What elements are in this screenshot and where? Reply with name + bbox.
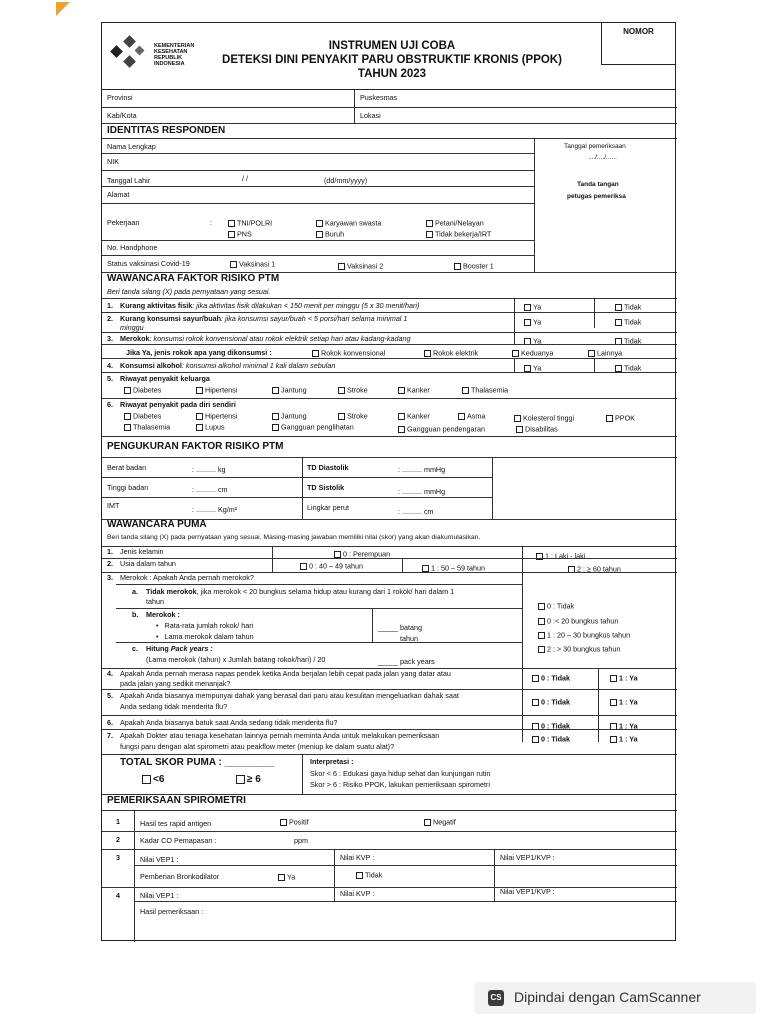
- camscanner-badge: [474, 982, 756, 1014]
- q6-jantung[interactable]: Jantung: [272, 411, 307, 421]
- q1-ya[interactable]: Ya: [524, 302, 541, 312]
- q1-tidak[interactable]: Tidak: [615, 302, 641, 312]
- tgl-periksa-label: Tanggal pemeriksaan: [564, 143, 626, 150]
- puma-total-ge6[interactable]: ≥ 6: [236, 774, 261, 785]
- puma-r6-ya[interactable]: 1 : Ya: [610, 721, 638, 731]
- form-header: [102, 23, 675, 90]
- puma-r6-tidak[interactable]: 0 : Tidak: [532, 721, 570, 731]
- q3-ya[interactable]: Ya: [524, 336, 541, 346]
- rokok-konvensional[interactable]: Rokok konvensional: [312, 348, 385, 358]
- lokasi-label: Lokasi: [360, 111, 381, 120]
- page-corner-mark: [56, 2, 70, 16]
- q4-tidak[interactable]: Tidak: [615, 363, 641, 373]
- ttd-label-2: petugas pemeriksa: [567, 193, 626, 200]
- puma-perempuan[interactable]: 0 : Perempuan: [334, 549, 390, 559]
- q3-text: Merokok: konsumsi rokok konvensional atau rokok elektrik setiap hari atau kadang-kadang: [120, 334, 411, 343]
- puma-batang: _____ batang: [378, 623, 422, 632]
- nama-label: Nama Lengkap: [107, 142, 156, 151]
- alamat-label: Alamat: [107, 190, 130, 199]
- puma-r5-ya[interactable]: 1 : Ya: [610, 697, 638, 707]
- q3-number: 3.: [107, 334, 113, 343]
- q4-number: 4.: [107, 361, 113, 370]
- q5-text: Riwayat penyakit keluarga: [120, 374, 210, 383]
- q6-diabetes[interactable]: Diabetes: [124, 411, 161, 421]
- booster-1[interactable]: Booster 1: [454, 261, 494, 271]
- ppok-form-page: [101, 22, 676, 941]
- form-title: INSTRUMEN UJI COBA DETEKSI DINI PENYAKIT PARU OBSTRUKTIF KRONIS (PPOK) TAHUN 2023: [222, 40, 562, 80]
- puma-r2-number: 2.: [107, 559, 113, 568]
- puskesmas-label: Puskesmas: [360, 93, 398, 102]
- identitas-heading: IDENTITAS RESPONDEN: [107, 125, 226, 136]
- puma-r5-tidak[interactable]: 0 : Tidak: [532, 697, 570, 707]
- puma-usia-60[interactable]: 2 : ≥ 60 tahun: [568, 564, 621, 574]
- lp-label: Lingkar perut: [307, 503, 349, 512]
- spiro-row-1: 1: [116, 817, 120, 826]
- td-diastolik-label: TD Diastolik: [307, 463, 349, 472]
- spiro-bronko-label: Pemberian Bronkodilator: [140, 872, 220, 881]
- nomor-box: NOMOR: [601, 23, 675, 65]
- puma-r4-text-2: pada jalan yang sedikit menanjak?: [120, 679, 231, 688]
- q2-ya[interactable]: Ya: [524, 317, 541, 327]
- q6-hipertensi[interactable]: Hipertensi: [196, 411, 237, 421]
- wawancara-heading: WAWANCARA FAKTOR RISIKO PTM: [107, 273, 280, 284]
- puma-r3c-formula: (Lama merokok (tahun) x Jumlah batang rokok/hari) / 20: [146, 655, 326, 664]
- puma-r3-number: 3.: [107, 573, 113, 582]
- spiro-positif[interactable]: Positif: [280, 817, 309, 827]
- job-tidak-bekerja[interactable]: Tidak bekerja/IRT: [426, 229, 491, 239]
- puma-r6-number: 6.: [107, 718, 113, 727]
- puma-r3c-letter: c.: [132, 644, 138, 653]
- q5-kanker[interactable]: Kanker: [398, 385, 430, 395]
- q6-kanker[interactable]: Kanker: [398, 411, 430, 421]
- puma-heading: WAWANCARA PUMA: [107, 519, 207, 530]
- spiro-row-2: 2: [116, 835, 120, 844]
- spiro-vep1-label: Nilai VEP1 :: [140, 855, 179, 864]
- q3-sub: Jika Ya, jenis rokok apa yang dikonsumsi :: [126, 348, 272, 357]
- vaksinasi-2[interactable]: Vaksinasi 2: [338, 261, 383, 271]
- puma-instruction: Beri tanda silang (X) pada pernyataan yang sesuai. Masing-masing jawaban memiliki nilai (skor) yang akan diakumulasikan.: [107, 534, 481, 541]
- puma-total-lt6[interactable]: <6: [142, 774, 164, 785]
- q6-penglihatan[interactable]: Gangguan penglihatan: [272, 422, 354, 432]
- puma-r3b-lama: • Lama merokok dalam tahun: [156, 632, 254, 641]
- spiro-row-4: 4: [116, 891, 120, 900]
- q6-asma[interactable]: Asma: [458, 411, 485, 421]
- tb-value: : .......... cm: [192, 485, 228, 494]
- td-sistolik-label: TD Sistolik: [307, 483, 345, 492]
- q6-thalasemia[interactable]: Thalasemia: [124, 422, 170, 432]
- spiro-kvp-label-2: Nilai KVP :: [340, 889, 375, 898]
- puma-score-0[interactable]: 0 : Tidak: [538, 601, 574, 611]
- puma-r2-text: Usia dalam tahun: [120, 559, 176, 568]
- spiro-kvp-label: Nilai KVP :: [340, 853, 375, 862]
- rokok-elektrik[interactable]: Rokok elektrik: [424, 348, 478, 358]
- q2-text-2: minggu: [120, 323, 144, 332]
- puma-total-score: TOTAL SKOR PUMA : _________: [120, 757, 275, 768]
- imt-label: IMT: [107, 501, 120, 510]
- lp-value: : .......... cm: [398, 507, 434, 516]
- q2-tidak[interactable]: Tidak: [615, 317, 641, 327]
- tgl-lahir-slashes: / /: [242, 174, 248, 183]
- wawancara-instruction: Beri tanda silang (X) pada pernyataan yang sesuai.: [107, 287, 271, 296]
- bb-label: Berat badan: [107, 463, 147, 472]
- q6-lupus[interactable]: Lupus: [196, 422, 225, 432]
- puma-interpretasi-2: Skor > 6 : Risiko PPOK, lakukan pemeriksaan spirometri: [310, 780, 490, 789]
- camscanner-text: Dipindai dengan CamScanner: [514, 989, 701, 1005]
- puma-usia-50[interactable]: 1 : 50 – 59 tahun: [422, 563, 485, 573]
- puma-r5-number: 5.: [107, 691, 113, 700]
- puma-r7-number: 7.: [107, 731, 113, 740]
- q5-number: 5.: [107, 374, 113, 383]
- puma-r4-ya[interactable]: 1 : Ya: [610, 673, 638, 683]
- puma-r7-ya[interactable]: 1 : Ya: [610, 734, 638, 744]
- vaksinasi-1[interactable]: Vaksinasi 1: [230, 259, 275, 269]
- pengukuran-heading: PENGUKURAN FAKTOR RISIKO PTM: [107, 441, 284, 452]
- q6-pendengaran[interactable]: Gangguan pendengaran: [398, 424, 485, 434]
- tb-label: Tinggi badan: [107, 483, 149, 492]
- pekerjaan-label: Pekerjaan: [107, 218, 140, 227]
- puma-r6-text: Apakah Anda biasanya batuk saat Anda sedang tidak menderita flu?: [120, 718, 338, 727]
- spiro-negatif[interactable]: Negatif: [424, 817, 456, 827]
- puma-r3b-rata: • Rata-rata jumlah rokok/ hari: [156, 621, 254, 630]
- q3-tidak[interactable]: Tidak: [615, 336, 641, 346]
- spiro-bronko-ya[interactable]: Ya: [278, 872, 295, 882]
- spiro-ppm: ppm: [294, 836, 308, 845]
- q6-text: Riwayat penyakit pada diri sendiri: [120, 400, 236, 409]
- spiro-bronko-tidak[interactable]: Tidak: [356, 870, 382, 880]
- puma-r5-text-2: Anda sedang tidak menderita flu?: [120, 702, 228, 711]
- td-diastolik-value: : .......... mmHg: [398, 465, 446, 474]
- q5-thalasemia[interactable]: Thalasemia: [462, 385, 508, 395]
- puma-r4-number: 4.: [107, 669, 113, 678]
- puma-score-lt20[interactable]: 0 :< 20 bungkus tahun: [538, 616, 618, 626]
- q4-ya[interactable]: Ya: [524, 363, 541, 373]
- puma-r4-tidak[interactable]: 0 : Tidak: [532, 673, 570, 683]
- covid-label: Status vaksinasi Covid-19: [107, 259, 190, 268]
- job-tni[interactable]: TNI/POLRI: [228, 218, 272, 228]
- puma-r3-text: Merokok : Apakah Anda pernah merokok?: [120, 573, 254, 582]
- puma-r5-text: Apakah Anda biasanya mempunyai dahak yang berasal dari paru atau kesulitan mengeluarkan dahak saat: [120, 691, 459, 700]
- puma-r7-tidak[interactable]: 0 : Tidak: [532, 734, 570, 744]
- puma-r3c-text: Hitung Pack years :: [146, 644, 213, 653]
- imt-value: : .......... Kg/m²: [192, 505, 238, 514]
- q5-jantung[interactable]: Jantung: [272, 385, 307, 395]
- job-swasta[interactable]: Karyawan swasta: [316, 218, 381, 228]
- spiro-hasil-label: Hasil pemeriksaan :: [140, 907, 204, 916]
- puma-pack-years: _____ pack years: [378, 657, 435, 666]
- ministry-logo-icon: [108, 33, 150, 73]
- tgl-lahir-label: Tanggal Lahir: [107, 176, 151, 185]
- puma-r3a-letter: a.: [132, 587, 138, 596]
- q6-kolesterol[interactable]: Kolesterol tinggi: [514, 413, 574, 423]
- spiro-vep1-label-2: Nilai VEP1 :: [140, 891, 179, 900]
- spiro-ratio-label-2: Nilai VEP1/KVP :: [500, 887, 555, 896]
- spiro-row-3: 3: [116, 853, 120, 862]
- camscanner-icon: CS: [488, 990, 504, 1006]
- puma-usia-40[interactable]: 0 : 40 – 49 tahun: [300, 561, 363, 571]
- puma-r3a-text-2: tahun: [146, 597, 164, 606]
- rokok-keduanya[interactable]: Keduanya: [512, 348, 553, 358]
- ministry-name: KEMENTERIAN KESEHATAN REPUBLIK INDONESIA: [154, 43, 195, 67]
- puma-interpretasi-1: Skor < 6 : Edukasi gaya hidup sehat dan kunjungan rutin: [310, 769, 491, 778]
- spiro-ratio-label: Nilai VEP1/KVP :: [500, 853, 555, 862]
- q5-stroke[interactable]: Stroke: [338, 385, 368, 395]
- puma-score-20-30[interactable]: 1 : 20 – 30 bungkus tahun: [538, 630, 630, 640]
- q6-number: 6.: [107, 400, 113, 409]
- q1-text: Kurang aktivitas fisik: jika aktivitas fisik dilakukan < 150 menit per minggu (5 x 30 menit/hari): [120, 301, 420, 310]
- job-petani[interactable]: Petani/Nelayan: [426, 218, 484, 228]
- q6-ppok[interactable]: PPOK: [606, 413, 635, 423]
- q4-text: Konsumsi alkohol: konsumsi alkohol minimal 1 kali dalam sebulan: [120, 361, 336, 370]
- spiro-rapid-label: Hasil tes rapid antigen: [140, 819, 212, 828]
- puma-laki[interactable]: 1 : Laki - laki: [536, 551, 585, 561]
- tgl-lahir-format: (dd/mm/yyyy): [324, 176, 368, 185]
- q2-number: 2.: [107, 314, 113, 323]
- spiro-co-label: Kadar CO Pemapasan :: [140, 836, 217, 845]
- puma-r4-text: Apakah Anda pernah merasa napas pendek ketika Anda berjalan lebih cepat pada jalan yang datar atau: [120, 669, 451, 678]
- ttd-label-1: Tanda tangan: [577, 181, 619, 188]
- nik-label: NIK: [107, 157, 119, 166]
- hp-label: No. Handphone: [107, 243, 158, 252]
- q5-hipertensi[interactable]: Hipertensi: [196, 385, 237, 395]
- puma-tahun: _____ tahun: [378, 634, 418, 643]
- q6-disabilitas[interactable]: Disabilitas: [516, 424, 558, 434]
- puma-r1-number: 1.: [107, 547, 113, 556]
- spirometri-heading: PEMERIKSAAN SPIROMETRI: [107, 795, 246, 806]
- bb-value: : .......... kg: [192, 465, 226, 474]
- q2-text: Kurang konsumsi sayur/buah: jika konsumsi sayur/buah < 5 porsi/hari selama minimal 1: [120, 314, 408, 323]
- tgl-periksa-value: ..../..../......: [588, 154, 617, 161]
- job-pns[interactable]: PNS: [228, 229, 252, 239]
- puma-r7-text: Apakah Dokter atau tenaga kesehatan lainnya pernah meminta Anda untuk melakukan pemeriksaan: [120, 731, 440, 740]
- rokok-lainnya[interactable]: Lainnya: [588, 348, 622, 358]
- puma-score-gt30[interactable]: 2 : > 30 bungkus tahun: [538, 644, 620, 654]
- pekerjaan-colon: :: [210, 218, 212, 227]
- kabkota-label: Kab/Kota: [107, 111, 137, 120]
- q5-diabetes[interactable]: Diabetes: [124, 385, 161, 395]
- puma-interpretasi-label: Interpretasi :: [310, 757, 354, 766]
- puma-r3b-letter: b.: [132, 610, 139, 619]
- td-sistolik-value: : .......... mmHg: [398, 487, 446, 496]
- puma-r3a-text: Tidak merokok, jika merokok < 20 bungkus selama hidup atau kurang dari 1 rokok/ hari dalam 1: [146, 587, 455, 596]
- q6-stroke[interactable]: Stroke: [338, 411, 368, 421]
- puma-r3b-text: Merokok :: [146, 610, 180, 619]
- provinsi-label: Provinsi: [107, 93, 133, 102]
- job-buruh[interactable]: Buruh: [316, 229, 344, 239]
- puma-r7-text-2: fungsi paru dengan alat spirometri atau peakflow meter (meniup ke dalam suatu alat)?: [120, 742, 395, 751]
- q1-number: 1.: [107, 301, 113, 310]
- puma-r1-text: Jenis kelamin: [120, 547, 164, 556]
